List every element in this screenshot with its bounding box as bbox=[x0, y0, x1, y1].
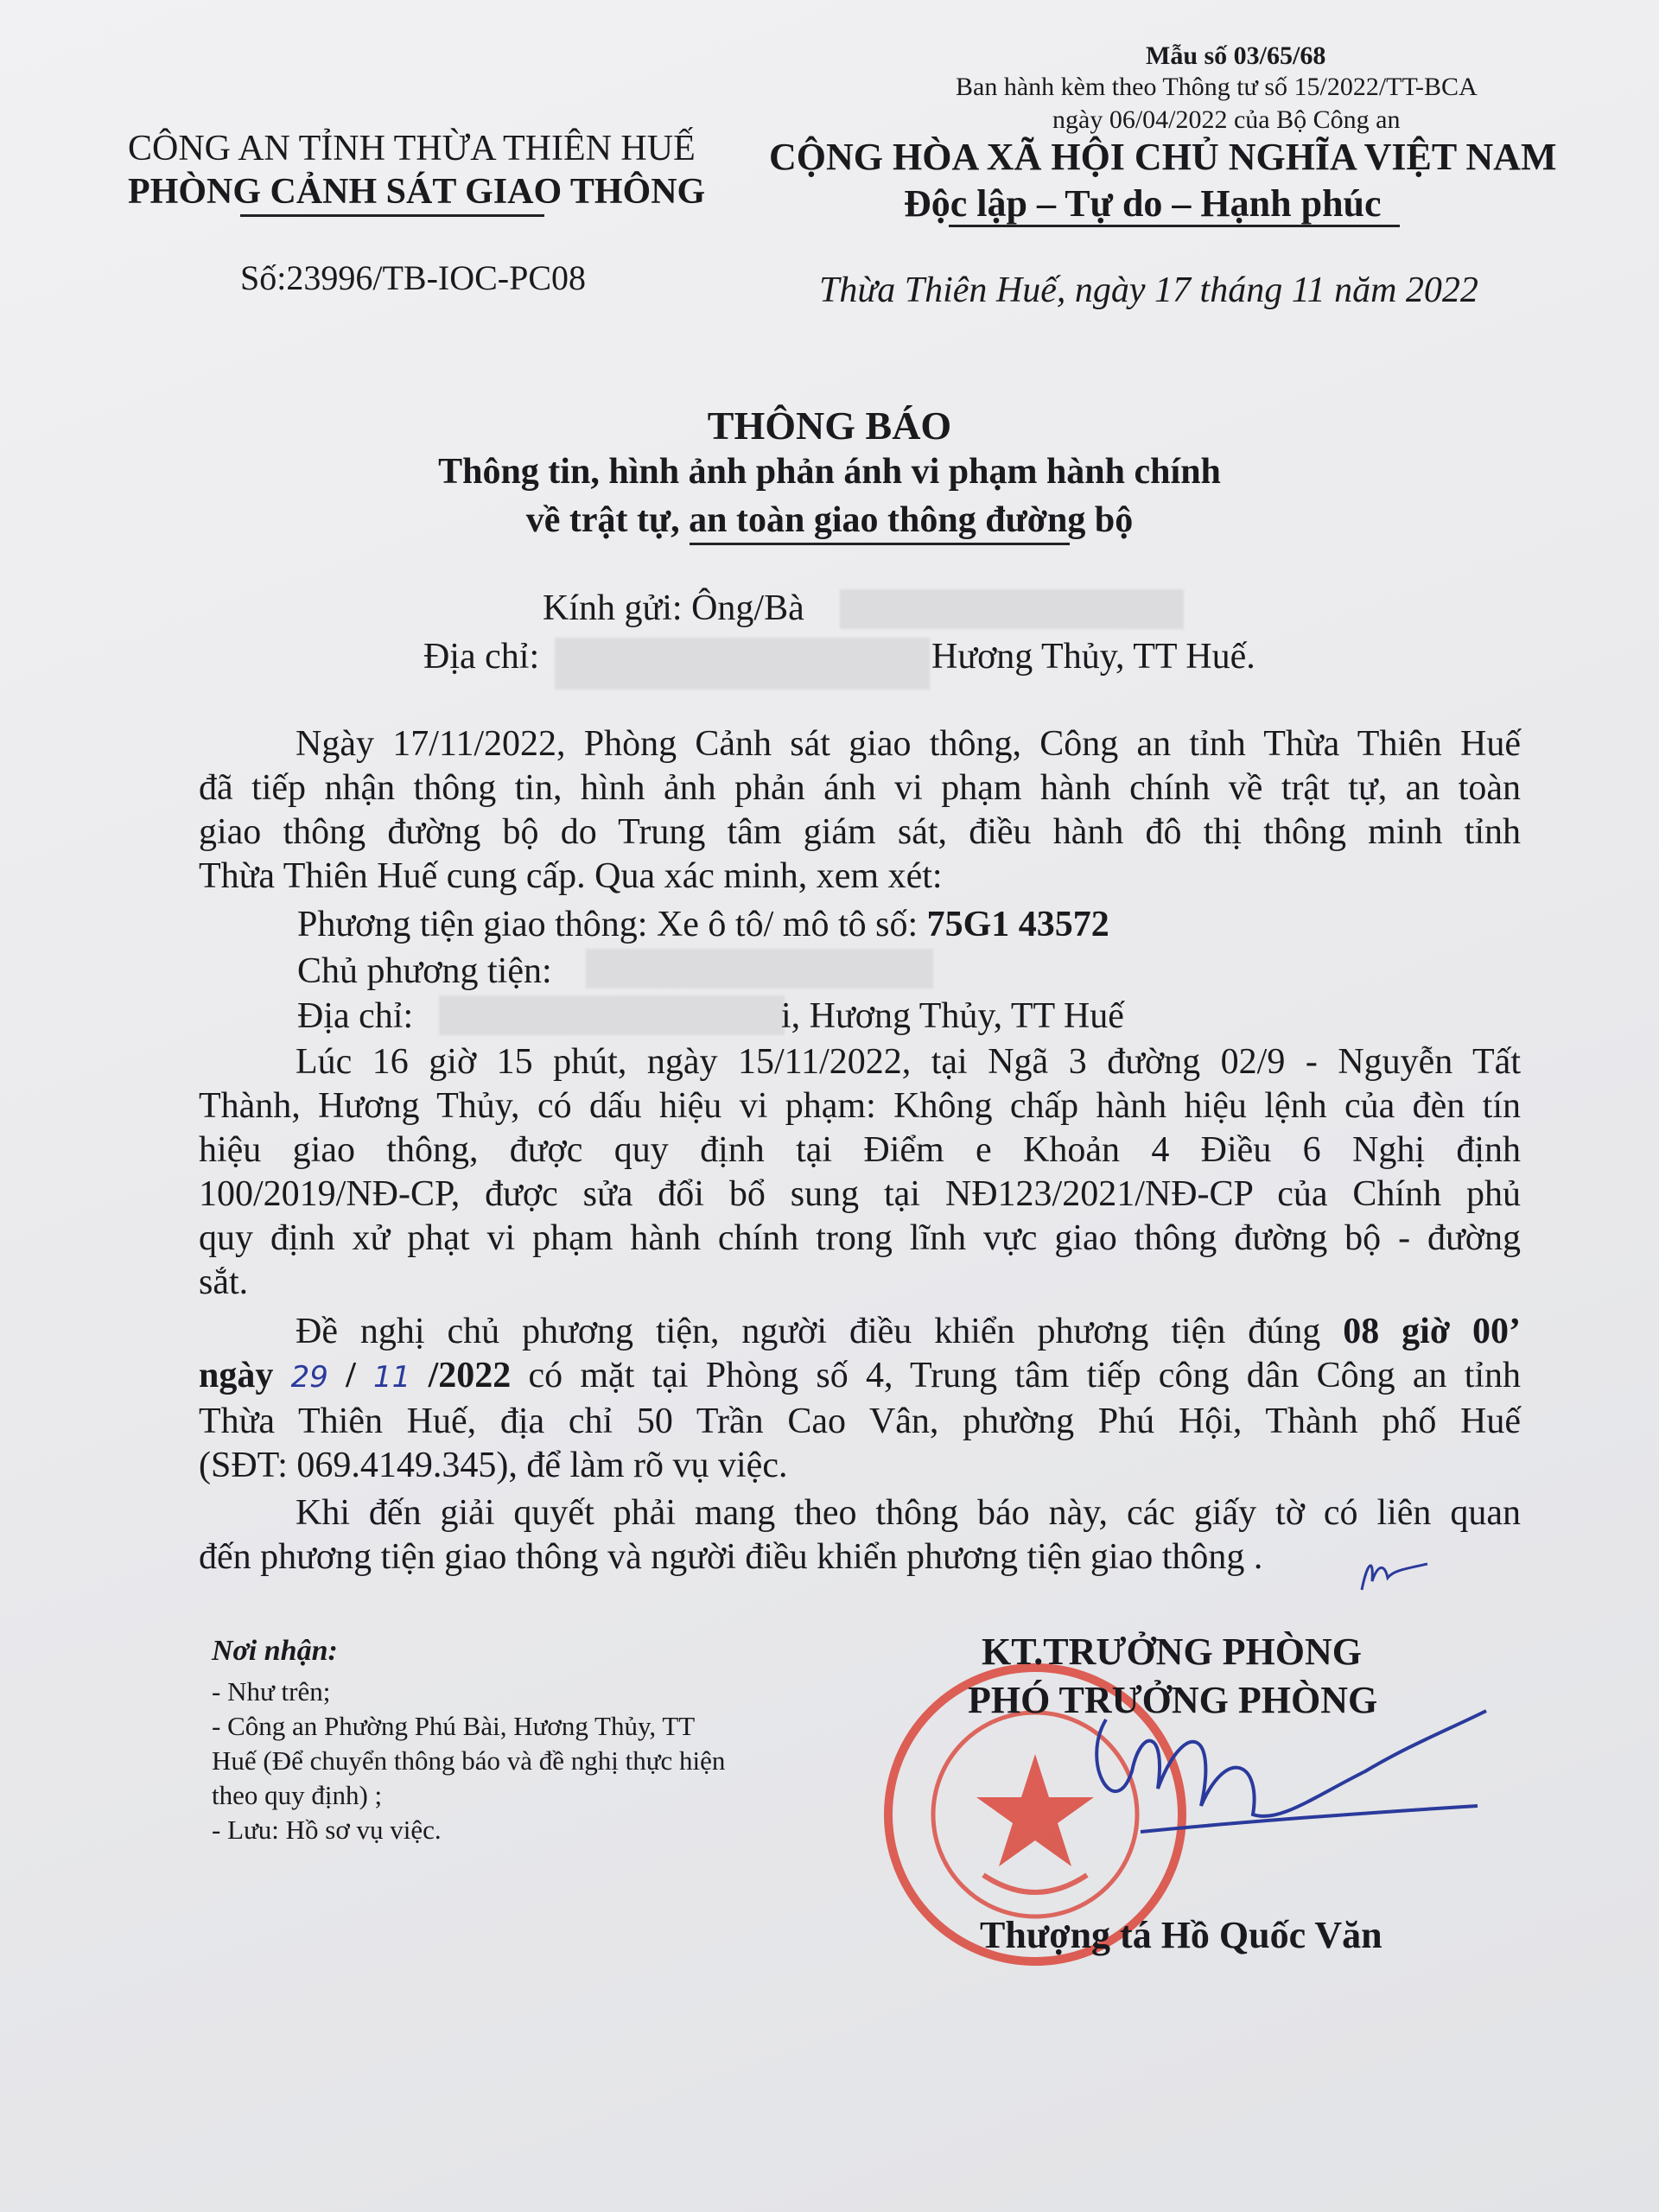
appointment-ngay: ngày bbox=[199, 1356, 274, 1395]
appointment-location: có mặt tại Phòng số 4, Trung tâm tiếp công dân Công an tỉnh bbox=[528, 1356, 1522, 1395]
signer-name: Thượng tá Hồ Quốc Văn bbox=[980, 1914, 1382, 1956]
recipient-item: - Công an Phường Phú Bài, Hương Thủy, TT bbox=[212, 1711, 696, 1741]
initial-mark bbox=[1355, 1547, 1433, 1599]
document-number: Số:23996/TB-IOC-PC08 bbox=[240, 258, 587, 297]
owner-address-tail: i, Hương Thủy, TT Huế bbox=[781, 996, 1124, 1036]
handwritten-day: 29 bbox=[290, 1360, 328, 1395]
p3-line-2 bbox=[199, 1354, 1521, 1400]
recipient-greeting: Kính gửi: Ông/Bà bbox=[543, 588, 804, 628]
notice-subtitle-1: Thông tin, hình ảnh phản ánh vi phạm hành chính bbox=[438, 452, 1221, 492]
owner-address-label: Địa chỉ: bbox=[297, 996, 414, 1036]
title-underline bbox=[690, 543, 1070, 545]
p1-line-4: Thừa Thiên Huế cung cấp. Qua xác minh, xem xét: bbox=[199, 856, 943, 896]
p2-line-4: 100/2019/NĐ-CP, được sửa đổi bổ sung tại NĐ123/2021/NĐ-CP của Chính phủ bbox=[199, 1174, 1521, 1214]
recipients-title: Nơi nhận: bbox=[212, 1635, 338, 1667]
signature-title-2: PHÓ TRƯỞNG PHÒNG bbox=[968, 1679, 1378, 1721]
redacted-address bbox=[555, 638, 930, 690]
notice-title: THÔNG BÁO bbox=[707, 404, 952, 448]
appointment-time: 08 giờ 00’ bbox=[1343, 1312, 1521, 1351]
handwritten-signature bbox=[1054, 1694, 1503, 1866]
agency-name: CÔNG AN TỈNH THỪA THIÊN HUẾ bbox=[128, 129, 696, 168]
p2-line-5: quy định xử phạt vi phạm hành chính trong lĩnh vực giao thông đường bộ - đường bbox=[199, 1218, 1521, 1258]
p3-request-text: Đề nghị chủ phương tiện, người điều khiển phương tiện đúng bbox=[296, 1312, 1321, 1351]
notice-subtitle-2: về trật tự, an toàn giao thông đường bộ bbox=[525, 500, 1134, 540]
paragraph-1 bbox=[199, 722, 1521, 899]
handwritten-month: 11 bbox=[373, 1360, 411, 1395]
redacted-owner-address bbox=[439, 995, 785, 1035]
vehicle-label: Phương tiện giao thông: Xe ô tô/ mô tô số: bbox=[297, 905, 918, 944]
motto-underline bbox=[949, 225, 1400, 227]
form-number: Mẫu số 03/65/68 bbox=[1146, 41, 1326, 70]
recipient-address-tail: Hương Thủy, TT Huế. bbox=[931, 637, 1255, 677]
appointment-year: /2022 bbox=[428, 1356, 512, 1395]
recipient-item: - Như trên; bbox=[212, 1676, 331, 1707]
p2-line-6: sắt. bbox=[199, 1262, 249, 1302]
department-name: PHÒNG CẢNH SÁT GIAO THÔNG bbox=[128, 172, 706, 212]
nation-title: CỘNG HÒA XÃ HỘI CHỦ NGHĨA VIỆT NAM bbox=[769, 136, 1557, 178]
vehicle-line bbox=[297, 904, 1109, 945]
date-separator: / bbox=[346, 1356, 356, 1395]
paragraph-3 bbox=[199, 1310, 1521, 1488]
owner-label: Chủ phương tiện: bbox=[297, 951, 552, 991]
p4-line-2: đến phương tiện giao thông và người điều khiển phương tiện giao thông . bbox=[199, 1537, 1263, 1577]
signature-title-1: KT.TRƯỞNG PHÒNG bbox=[982, 1630, 1362, 1673]
p2-line-1: Lúc 16 giờ 15 phút, ngày 15/11/2022, tại Ngã 3 đường 02/9 - Nguyễn Tất bbox=[296, 1042, 1521, 1082]
form-issued-with: Ban hành kèm theo Thông tư số 15/2022/TT-BCA bbox=[956, 73, 1478, 101]
department-underline bbox=[240, 214, 544, 217]
p3-line-3: Thừa Thiên Huế, địa chỉ 50 Trần Cao Vân, phường Phú Hội, Thành phố Huế bbox=[199, 1402, 1521, 1441]
place-date: Thừa Thiên Huế, ngày 17 tháng 11 năm 2022 bbox=[819, 270, 1478, 310]
p3-line-4: (SĐT: 069.4149.345), để làm rõ vụ việc. bbox=[199, 1446, 788, 1485]
p3-line-1 bbox=[199, 1310, 1521, 1354]
motto: Độc lập – Tự do – Hạnh phúc bbox=[904, 182, 1382, 225]
p1-line-2: đã tiếp nhận thông tin, hình ảnh phản ánh vi phạm hành chính về trật tự, an toàn bbox=[199, 768, 1521, 808]
license-plate: 75G1 43572 bbox=[926, 905, 1109, 944]
p2-line-2: Thành, Hương Thủy, có dấu hiệu vi phạm: Không chấp hành hiệu lệnh của đèn tín bbox=[199, 1086, 1521, 1126]
recipient-address-label: Địa chỉ: bbox=[423, 637, 540, 677]
p1-line-3: giao thông đường bộ do Trung tâm giám sát, điều hành đô thị thông minh tỉnh bbox=[199, 812, 1521, 852]
redacted-name bbox=[840, 589, 1184, 629]
p4-line-1: Khi đến giải quyết phải mang theo thông báo này, các giấy tờ có liên quan bbox=[296, 1493, 1521, 1533]
form-issued-date: ngày 06/04/2022 của Bộ Công an bbox=[1052, 105, 1401, 134]
paragraph-4 bbox=[199, 1491, 1521, 1580]
redacted-owner bbox=[586, 949, 933, 988]
p2-line-3: hiệu giao thông, được quy định tại Điểm e Khoản 4 Điều 6 Nghị định bbox=[199, 1130, 1521, 1170]
paragraph-2 bbox=[199, 1040, 1521, 1305]
p1-line-1: Ngày 17/11/2022, Phòng Cảnh sát giao thông, Công an tỉnh Thừa Thiên Huế bbox=[296, 724, 1521, 764]
recipient-item: - Lưu: Hồ sơ vụ việc. bbox=[212, 1815, 442, 1845]
recipient-item: theo quy định) ; bbox=[212, 1780, 383, 1810]
recipient-item: Huế (Để chuyển thông báo và đề nghị thực hiện bbox=[212, 1745, 726, 1776]
